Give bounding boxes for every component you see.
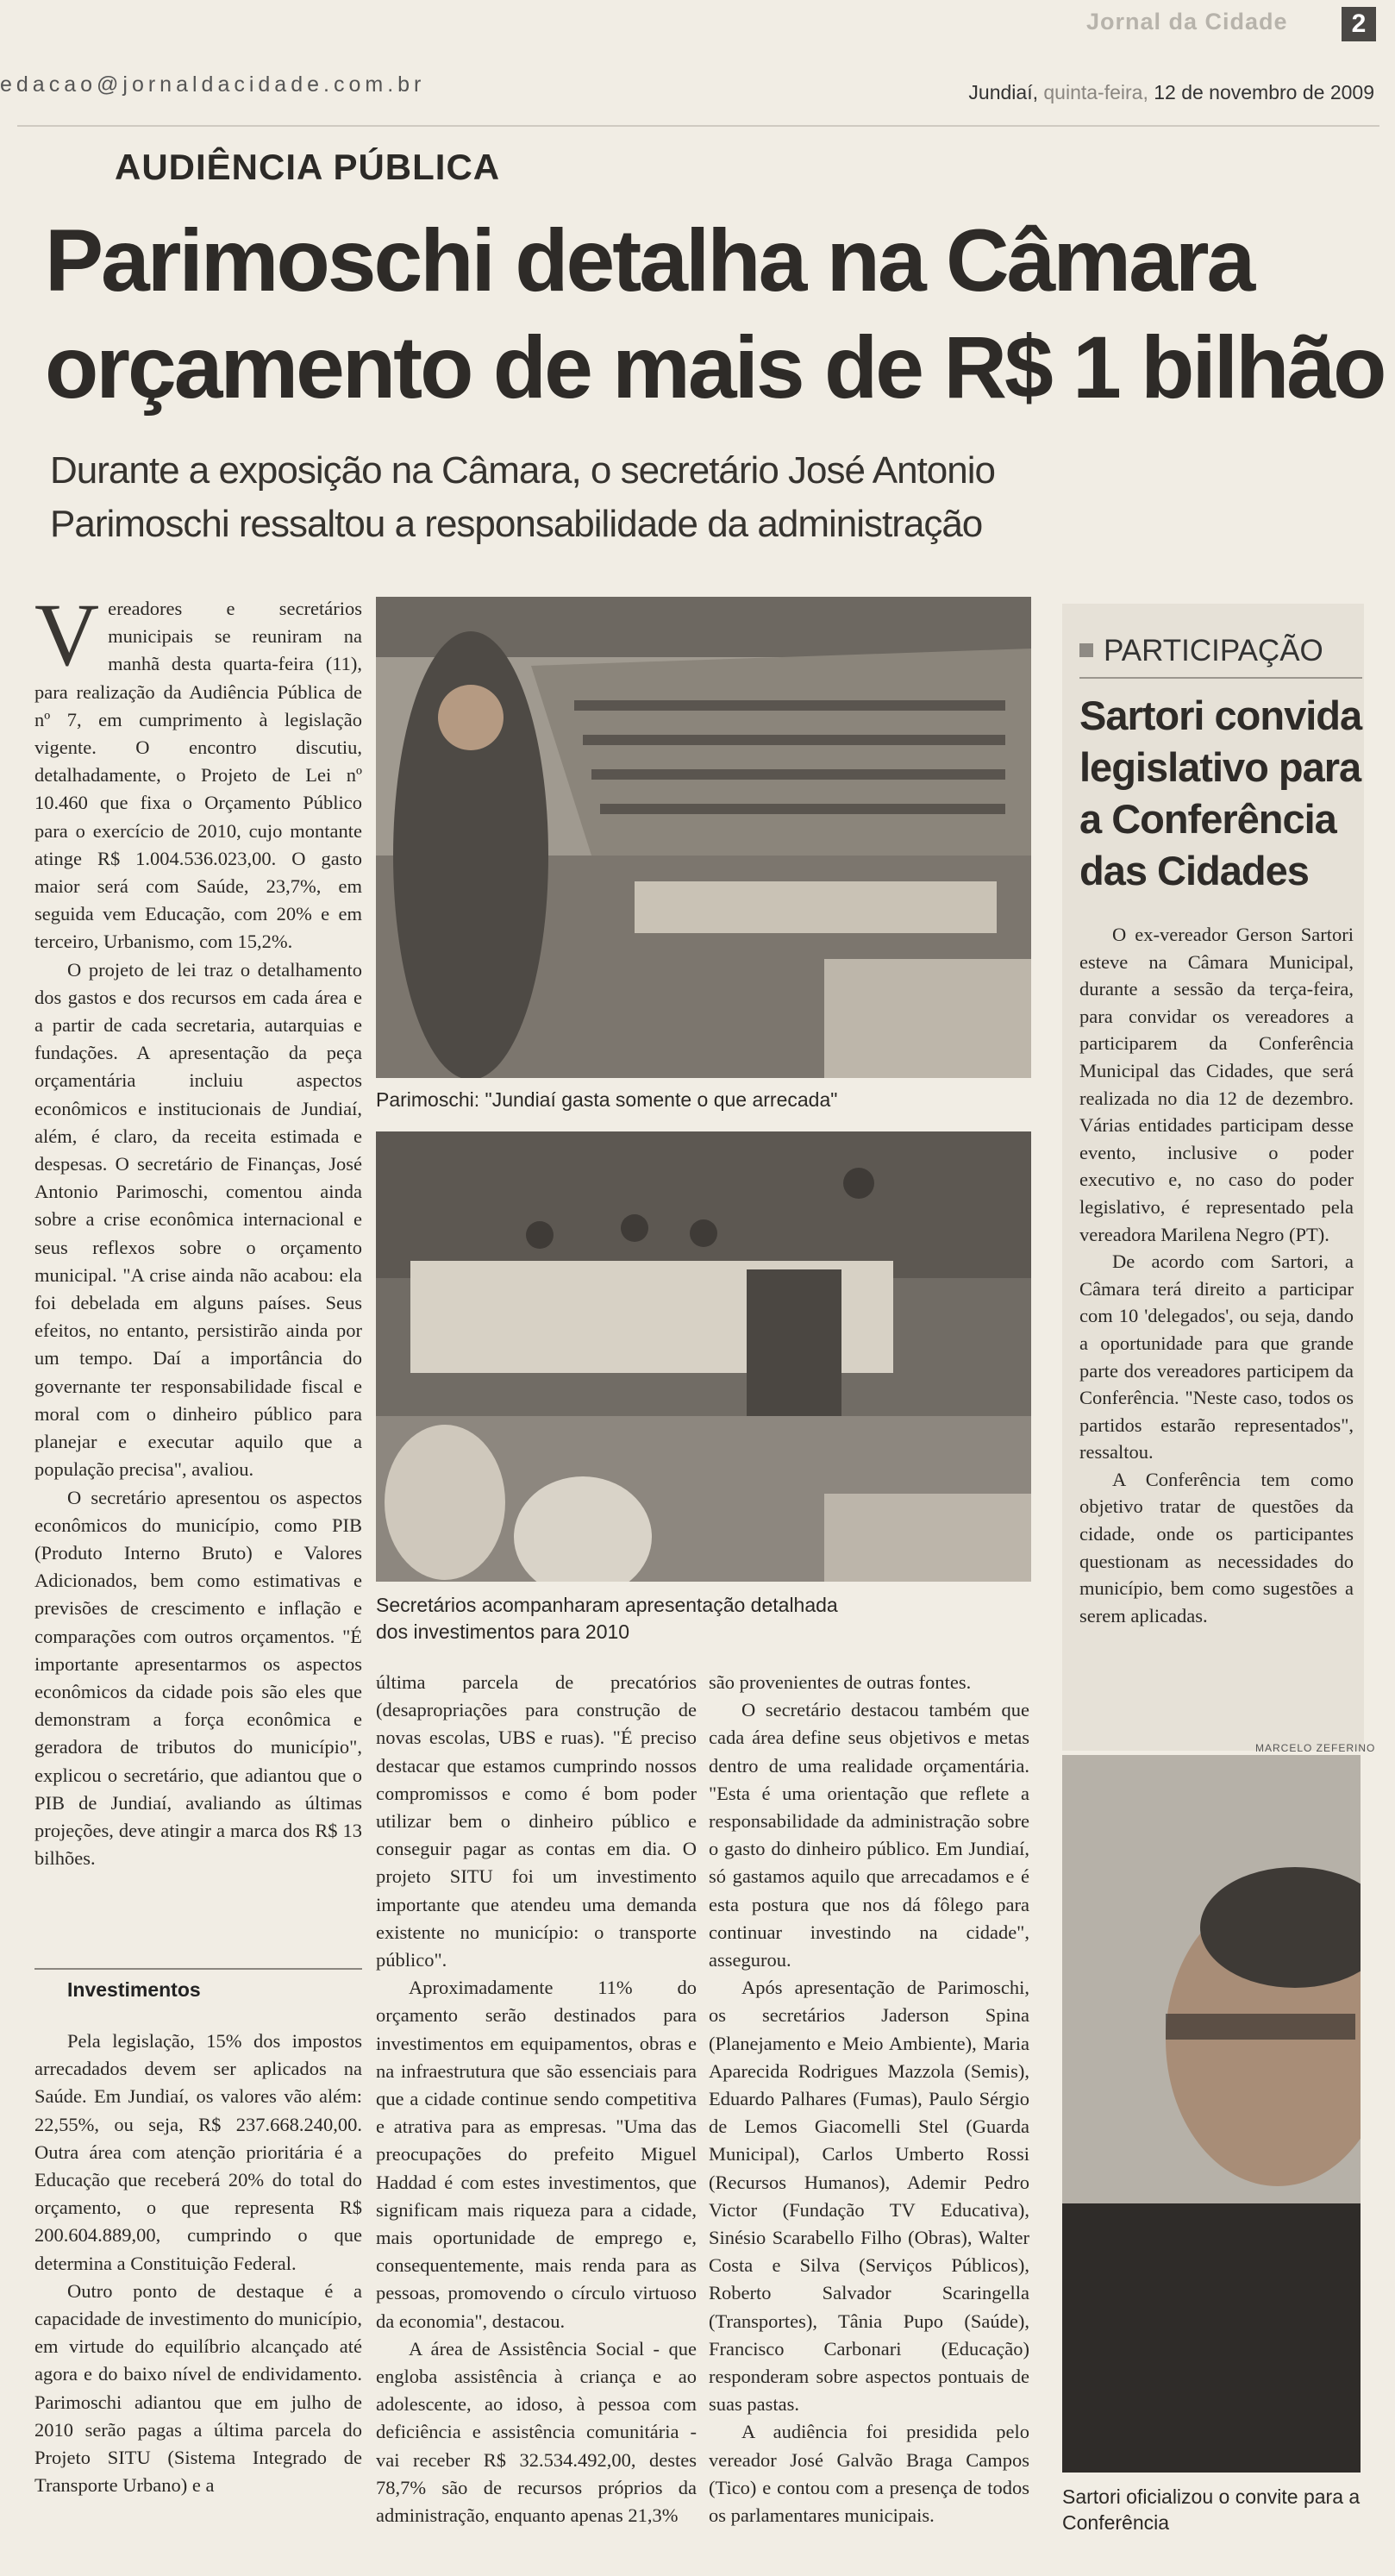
article-paragraph-5: Outro ponto de destaque é a capacidade de investimento do município, em virtude do equilíbrio alcançado até agora e do baixo nível de endividamento. Parimoschi adiantou que em julho de 2010 serão pagas a última parcela do Projeto SITU (Sistema Integrado de Transporte Urbano) e a: [34, 2279, 362, 2497]
photo-caption-1: Parimoschi: "Jundiaí gasta somente o que arrecada": [376, 1088, 838, 1111]
dateline: [968, 81, 1374, 104]
article-column-3: [709, 1669, 1029, 2529]
investimentos-subhead: Investimentos: [34, 1968, 362, 2012]
square-bullet-icon: [1079, 643, 1093, 657]
photo-caption-3: Sartori oficializou o convite para a Conferência: [1062, 2485, 1361, 2534]
sidebar-kicker: PARTICIPAÇÃO: [1079, 634, 1323, 668]
investimentos-text: [34, 2028, 362, 2499]
sidebar-paragraph-3: A Conferência tem como objetivo tratar de questões da cidade, onde os participantes questionam as necessidades do município, bem como sugestões a serem aplicadas.: [1079, 1468, 1354, 1626]
sidebar-rule: [1079, 677, 1362, 679]
article-paragraph-10: O secretário destacou também que cada área define seus objetivos e metas dentro de uma realidade orçamentária. "Esta é uma orientação que reflete a responsabilidade da administração sobre o gasto do dinheiro público. Em Jundiaí, só gastamos aquilo que arrecadamos e é esta postura que nos dá fôlego para continuar investindo na cidade", assegurou.: [709, 1699, 1029, 1971]
date-rest: 12 de novembro de 2009: [1154, 81, 1374, 103]
header-rule: [17, 125, 1379, 127]
article-paragraph-6: última parcela de precatórios (desapropriações para construção de novas escolas, UBS e ruas). "É preciso destacar que estamos cumprindo nossos compromissos e como é bom poder utilizar bem o dinheiro público e conseguir pagar as contas em dia. O projeto SITU foi um investimento importante que atendeu uma demanda existente no município: o transporte público".: [376, 1671, 697, 1971]
photo-caption-2: Secretários acompanharam apresentação detalhada dos investimentos para 2010: [376, 1594, 838, 1643]
article-column-1: [34, 586, 362, 1872]
photo-council-chamber: [376, 597, 1031, 1078]
article-paragraph-9: são provenientes de outras fontes.: [709, 1671, 972, 1693]
article-deck: Durante a exposição na Câmara, o secretário José Antonio Parimoschi ressaltou a responsabilidade da administração: [50, 449, 995, 545]
investimentos-section: [34, 1968, 362, 2499]
portrait-photo-icon: [1062, 1755, 1361, 2473]
drop-cap: V: [34, 586, 100, 685]
page-number: 2: [1342, 7, 1376, 41]
article-headline: Parimoschi detalha na Câmara orçamento de mais de R$ 1 bilhão: [45, 211, 1385, 417]
article-column-2: [376, 1669, 697, 2529]
contact-email: edacao@jornaldacidade.com.br: [0, 72, 426, 97]
sidebar-headline: Sartori convida legislativo para a Conferência das Cidades: [1079, 693, 1362, 893]
article-kicker: AUDIÊNCIA PÚBLICA: [115, 147, 501, 187]
article-paragraph-2: O projeto de lei traz o detalhamento dos gastos e dos recursos em cada área e a partir de cada secretaria, autarquias e fundações. A apresentação da peça orçamentária incluiu aspectos econômicos e institucionais de Jundiaí, além, é claro, da receita estimada e despesas. O secretário de Finanças, José Antonio Parimoschi, comentou ainda sobre a crise econômica internacional e seus reflexos sobre o orçamento municipal. "A crise ainda não acabou: ela foi debelada em alguns países. Seus efeitos, no entanto, persistirão ainda por um tempo. Daí a importância do governante ter responsabilidade fiscal e moral com o dinheiro público para planejar e executar aquilo que a população precisa", avaliou.: [34, 958, 362, 1481]
article-paragraph-8: A área de Assistência Social - que engloba assistência à criança e ao adolescente, ao idoso, à pessoa com deficiência e assistência comunitária - vai receber R$ 32.534.492,00, destes 78,7% são de recursos próprios da administração, enquanto apenas 21,3%: [376, 2337, 697, 2527]
secretaries-table-photo-icon: [376, 1131, 1031, 1582]
date-weekday: quinta-feira,: [1043, 81, 1148, 103]
sidebar-paragraph-1: O ex-vereador Gerson Sartori esteve na Câmara Municipal, durante a sessão da terça-feira, para convidar os vereadores a participarem da Conferência Municipal das Cidades, que será realizada no dia 12 de dezembro. Várias entidades participam desse evento, inclusive o poder executivo e, no caso do poder legislativo, é representado pela vereadora Marilena Negro (PT).: [1079, 924, 1354, 1245]
article-paragraph-4: Pela legislação, 15% dos impostos arrecadados devem ser aplicados na Saúde. Em Jundiaí, os valores vão além: 22,55%, ou seja, R$ 237.668.240,00. Outra área com atenção prioritária é a Educação que receberá 20% do total do orçamento, o que representa R$ 200.604.889,00, cumprindo o que determina a Constituição Federal.: [34, 2030, 362, 2274]
newspaper-brand: Jornal da Cidade: [1086, 9, 1288, 34]
article-paragraph-3: O secretário apresentou os aspectos econômicos do município, como PIB (Produto Interno Bruto) e Valores Adicionados, bem como estimativas e previsões de crescimento e inflação e comparações com outros orçamentos. "É importante apresentarmos os aspectos econômicos da cidade pois são eles que demonstram a força econômica e geradora de tributos do município", explicou o secretário, que adiantou que o PIB de Jundiaí, avaliando as últimas projeções, deve atingir a marca dos R$ 13 bilhões.: [34, 1486, 362, 1870]
date-city: Jundiaí,: [968, 81, 1038, 103]
sidebar-text: [1079, 921, 1354, 1629]
article-paragraph-12: A audiência foi presidida pelo vereador José Galvão Braga Campos (Tico) e contou com a presença de todos os parlamentares municipais.: [709, 2421, 1029, 2527]
photo-credit: MARCELO ZEFERINO: [1255, 1742, 1376, 1754]
article-paragraph-7: Aproximadamente 11% do orçamento serão destinados para investimentos em equipamentos, obras e na infraestrutura que são essenciais para que a cidade continue sendo competitiva e atrativa para as empresas. "Uma das preocupações do prefeito Miguel Haddad é com estes investimentos, que significam mais riqueza para a cidade, mais oportunidade de emprego e, consequentemente, mais renda para as pessoas, promovendo o círculo virtuoso da economia", destacou.: [376, 1977, 697, 2332]
photo-sartori-portrait: [1062, 1755, 1361, 2473]
photo-secretaries-table: [376, 1131, 1031, 1582]
sidebar-paragraph-2: De acordo com Sartori, a Câmara terá direito a participar com 10 'delegados', ou seja, dando a oportunidade para que grande parte dos vereadores participem da Conferência. "Neste caso, todos os partidos estarão representados", ressaltou.: [1079, 1250, 1354, 1463]
article-paragraph-1: Vereadores e secretários municipais se reuniram na manhã desta quarta-feira (11), para realização da Audiência Pública de nº 7, em cumprimento à legislação vigente. O encontro discutiu, detalhadamente, o Projeto de Lei nº 10.460 que fixa o Orçamento Público para o exercício de 2010, cujo montante atinge R$ 1.004.536.023,00. O gasto maior será com Saúde, 23,7%, em seguida vem Educação, com 20% e em terceiro, Urbanismo, com 15,2%.: [34, 586, 362, 953]
article-paragraph-11: Após apresentação de Parimoschi, os secretários Jaderson Spina (Planejamento e Meio Ambiente), Maria Aparecida Rodrigues Mazzola (Semis), Eduardo Palhares (Fumas), Paulo Sérgio de Lemos Giacomelli Stel (Guarda Municipal), Carlos Umberto Rossi (Recursos Humanos), Ademir Pedro Victor (Fundação TV Educativa), Sinésio Scarabello Filho (Obras), Walter Costa e Silva (Serviços Públicos), Roberto Salvador Scaringella (Transportes), Tânia Pupo (Saúde), Francisco Carbonari (Educação) responderam sobre aspectos pontuais de suas pastas.: [709, 1977, 1029, 2416]
council-chamber-photo-icon: [376, 597, 1031, 1078]
